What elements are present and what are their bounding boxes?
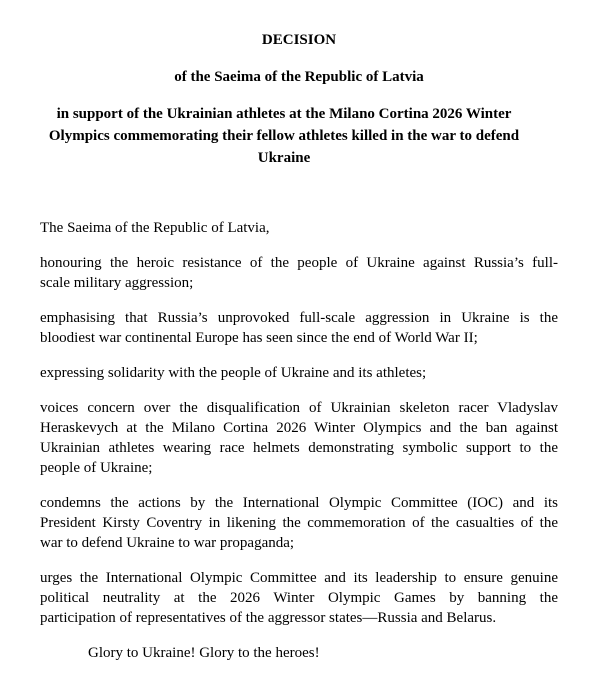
closing-line: Glory to Ukraine! Glory to the heroes! (88, 645, 320, 661)
heading-line: in support of the Ukrainian athletes at the Milano Cortina 2026 Winter (56, 106, 512, 122)
paragraph-line: war to defend Ukraine to war propaganda; (40, 535, 295, 551)
paragraph-line: scale military aggression; (40, 275, 194, 291)
paragraph-line: The Saeima of the Republic of Latvia, (40, 220, 270, 236)
document-subtitle: of the Saeima of the Republic of Latvia (174, 69, 424, 85)
paragraph-salutation (40, 218, 558, 238)
document-body (40, 218, 558, 663)
heading-line: Ukraine (257, 150, 311, 166)
paragraph-urges (40, 568, 558, 628)
heading-line: Olympics commemorating their fellow athletes killed in the war to defend (48, 128, 520, 144)
paragraph-line: participation of representatives of the aggressor states—Russia and Belarus. (40, 610, 497, 626)
paragraph-line: Ukrainian athletes wearing race helmets demonstrating symbolic support to the (40, 440, 558, 456)
paragraph-voices-concern (40, 398, 558, 478)
paragraph-condemns (40, 493, 558, 553)
paragraph-line: urges the International Olympic Committee and its leadership to ensure genuine (40, 570, 558, 586)
paragraph-expressing (40, 363, 558, 383)
paragraph-line: condemns the actions by the International Olympic Committee (IOC) and its (40, 495, 558, 511)
paragraph-emphasising (40, 308, 558, 348)
paragraph-line: emphasising that Russia’s unprovoked full-scale aggression in Ukraine is the (40, 310, 558, 326)
paragraph-line: political neutrality at the 2026 Winter Olympic Games by banning the (40, 590, 558, 606)
paragraph-line: voices concern over the disqualification of Ukrainian skeleton racer Vladyslav (40, 400, 558, 416)
paragraph-line: honouring the heroic resistance of the people of Ukraine against Russia’s full- (40, 255, 558, 271)
paragraph-line: expressing solidarity with the people of Ukraine and its athletes; (40, 365, 427, 381)
paragraph-line: bloodiest war continental Europe has seen since the end of World War II; (40, 330, 478, 346)
paragraph-line: President Kirsty Coventry in likening the commemoration of the casualties of the (40, 515, 558, 531)
paragraph-line: people of Ukraine; (40, 460, 153, 476)
paragraph-line: Heraskevych at the Milano Cortina 2026 Winter Olympics and the ban against (40, 420, 558, 436)
document-heading (18, 103, 550, 169)
document-title: DECISION (261, 32, 337, 48)
paragraph-honouring (40, 253, 558, 293)
